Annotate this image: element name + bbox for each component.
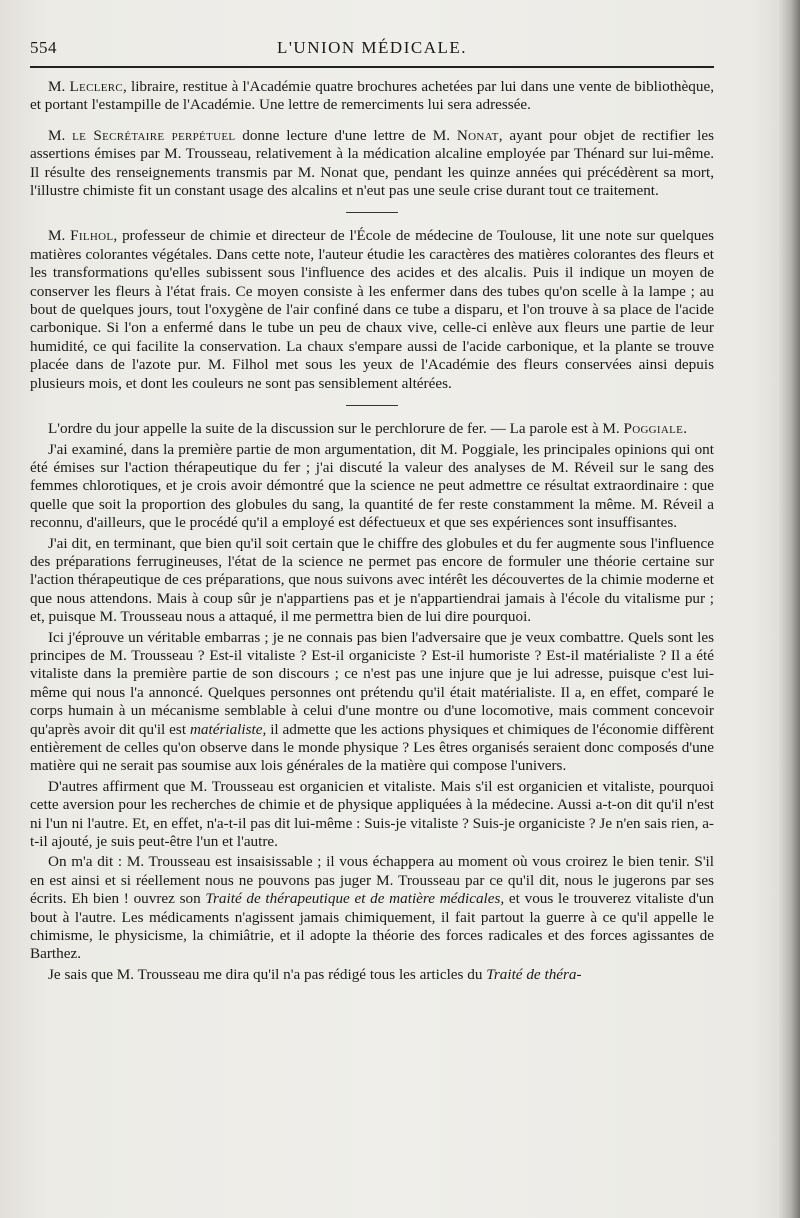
person-name: Poggiale bbox=[623, 420, 684, 438]
paragraph-poggiale-3: Ici j'éprouve un véritable embarras ; je ne connais pas bien l'adversaire que je veux combattre. Quels sont les principes de M. Trousseau ? Est-il vitaliste ? Est-il organiciste ? Est-il humoriste ? Est-il matérialiste ? Il a été vitaliste dans la première partie de son discours ; ce n'est pas une injure que je lui adresse, puisque c'est lui-même qui nous l'a annoncé. Quelques personnes ont prétendu qu'il était matérialiste. Il a, en effet, comparé le corps humain à un mécanisme semblable à celui d'une montre ou d'une locomotive, mais comment concevoir qu'après avoir dit qu'il est matérialiste, il admette que les actions physiques et chimiques de l'économie diffèrent entièrement de celles qu'on observe dans le monde physique ? Les êtres organisés seraient donc composés d'une matière qui ne serait pas soumise aux lois générales de la matière qui compose l'univers. bbox=[30, 628, 714, 775]
paragraph-leclerc: M. Leclerc, libraire, restitue à l'Académie quatre brochures achetées par lui dans une vente de bibliothèque, et portant l'estampille de l'Académie. Une lettre de remerciments lui sera adressée. bbox=[30, 78, 714, 114]
book-title: Traité de thérapeutique et de matière médicales, bbox=[205, 890, 505, 908]
person-name: Nonat bbox=[456, 126, 499, 144]
paragraph-secretaire: M. le Secrétaire perpétuel donne lecture d'une lettre de M. Nonat, ayant pour objet de rectifier les assertions émises par M. Trousseau, relativement à la médication alcaline employée par Thénard sur lui-même. Il résulte des renseignements transmis par M. Nonat que, pendant les quinze années qui précédèrent sa mort, l'illustre chimiste fit un constant usage des alcalins et n'eut pas une seule crise durant tout ce traitement. bbox=[30, 126, 714, 200]
person-name: Leclerc bbox=[69, 78, 124, 95]
header-rule bbox=[30, 66, 714, 68]
body-text bbox=[30, 78, 714, 984]
running-title: L'UNION MÉDICALE. bbox=[276, 38, 468, 57]
emphasis: matérialiste, bbox=[189, 720, 267, 738]
book-spine-shadow bbox=[778, 0, 800, 1218]
page-content bbox=[30, 34, 714, 986]
book-title: Traité de théra- bbox=[486, 965, 582, 983]
section-separator bbox=[346, 405, 398, 406]
paragraph-poggiale-6: Je sais que M. Trousseau me dira qu'il n'a pas rédigé tous les articles du Traité de théra- bbox=[48, 965, 582, 983]
person-name: le Secrétaire perpétuel bbox=[72, 126, 236, 144]
paragraph-poggiale-1: J'ai examiné, dans la première partie de mon argumentation, dit M. Poggiale, les principales opinions qui ont été émises sur l'action thérapeutique du fer ; j'ai discuté la valeur des analyses de M. Réveil sur le sang des femmes chlorotiques, et je crois avoir démontré que la science ne peut admettre ce résultat extraordinaire : que quelle que soit la proportion des globules du sang, la quantité de fer reste constamment la même. M. Réveil a reconnu, d'ailleurs, que le procédé qu'il a employé est défectueux et que ses expériences sont insuffisantes. bbox=[30, 440, 714, 532]
person-name: Filhol bbox=[70, 227, 114, 245]
paragraph-ordre-du-jour: L'ordre du jour appelle la suite de la discussion sur le perchlorure de fer. — La parole est à M. Poggiale. bbox=[48, 420, 687, 438]
paragraph-filhol: M. Filhol, professeur de chimie et directeur de l'École de médecine de Toulouse, lit une note sur quelques matières colorantes végétales. Dans cette note, l'auteur étudie les caractères des matières colorantes des fleurs et les transformations qu'elles subissent sous l'influence des acides et des alcalis. Puis il indique un moyen de conserver les fleurs à l'état frais. Ce moyen consiste à les enfermer dans des tubes qu'on scelle à la lampe ; au bout de quelques jours, tout l'oxygène de l'air confiné dans ce tube a disparu, et l'on trouve à sa place de l'acide carbonique. Si l'on a enfermé dans le tube un peu de chaux vive, celle-ci enlève aux fleurs une partie de leur humidité, ce qui facilite la conservation. La chaux s'empare aussi de l'acide carbonique, et la plante se trouve placée dans de l'azote pur. M. Filhol met sous les yeux de l'Académie des fleurs conservées ainsi depuis plusieurs mois, et dont les couleurs ne sont pas sensiblement altérées. bbox=[30, 227, 714, 392]
running-header bbox=[30, 34, 714, 64]
paragraph-poggiale-2: J'ai dit, en terminant, que bien qu'il soit certain que le chiffre des globules et du fer augmente sous l'influence des préparations ferrugineuses, l'état de la science ne permet pas encore de formuler une théorie certaine sur l'action thérapeutique de ces préparations, que nous suivons avec intérêt les découvertes de la chimie moderne et que nous attendons. Mais à coup sûr je n'appartiens pas et je n'appartiendrai jamais à l'école du vitalisme pur ; et, puisque M. Trousseau nous a attaqué, il me permettra bien de lui dire pourquoi. bbox=[30, 534, 714, 626]
section-separator bbox=[346, 212, 398, 213]
paragraph-poggiale-5: On m'a dit : M. Trousseau est insaisissable ; il vous échappera au moment où vous croirez le bien tenir. S'il en est ainsi et si réellement nous ne pouvons pas juger M. Trousseau par ce qu'il dit, nous le jugerons par ses écrits. Eh bien ! ouvrez son Traité de thérapeutique et de matière médicales, et vous le trouverez vitaliste d'un bout à l'autre. Les médicaments n'agissent jamais chimiquement, il fait partout la guerre à ce qu'il appelle le chimisme, le physicisme, la chimiâtrie, et il adopte la théorie des forces radicales et des forces agissantes de Barthez. bbox=[30, 853, 714, 963]
paragraph-poggiale-4: D'autres affirment que M. Trousseau est organicien et vitaliste. Mais s'il est organicien et vitaliste, pourquoi cette aversion pour les recherches de chimie et de physique appliquées à la médecine. Aussi a-t-on dit qu'il n'est ni l'un ni l'autre. Et, en effet, n'a-t-il pas dit lui-même : Suis-je vitaliste ? Suis-je organiciste ? Je n'en sais rien, a-t-il ajouté, je suis peut-être l'un et l'autre. bbox=[30, 777, 714, 851]
page-number: 554 bbox=[30, 38, 57, 57]
